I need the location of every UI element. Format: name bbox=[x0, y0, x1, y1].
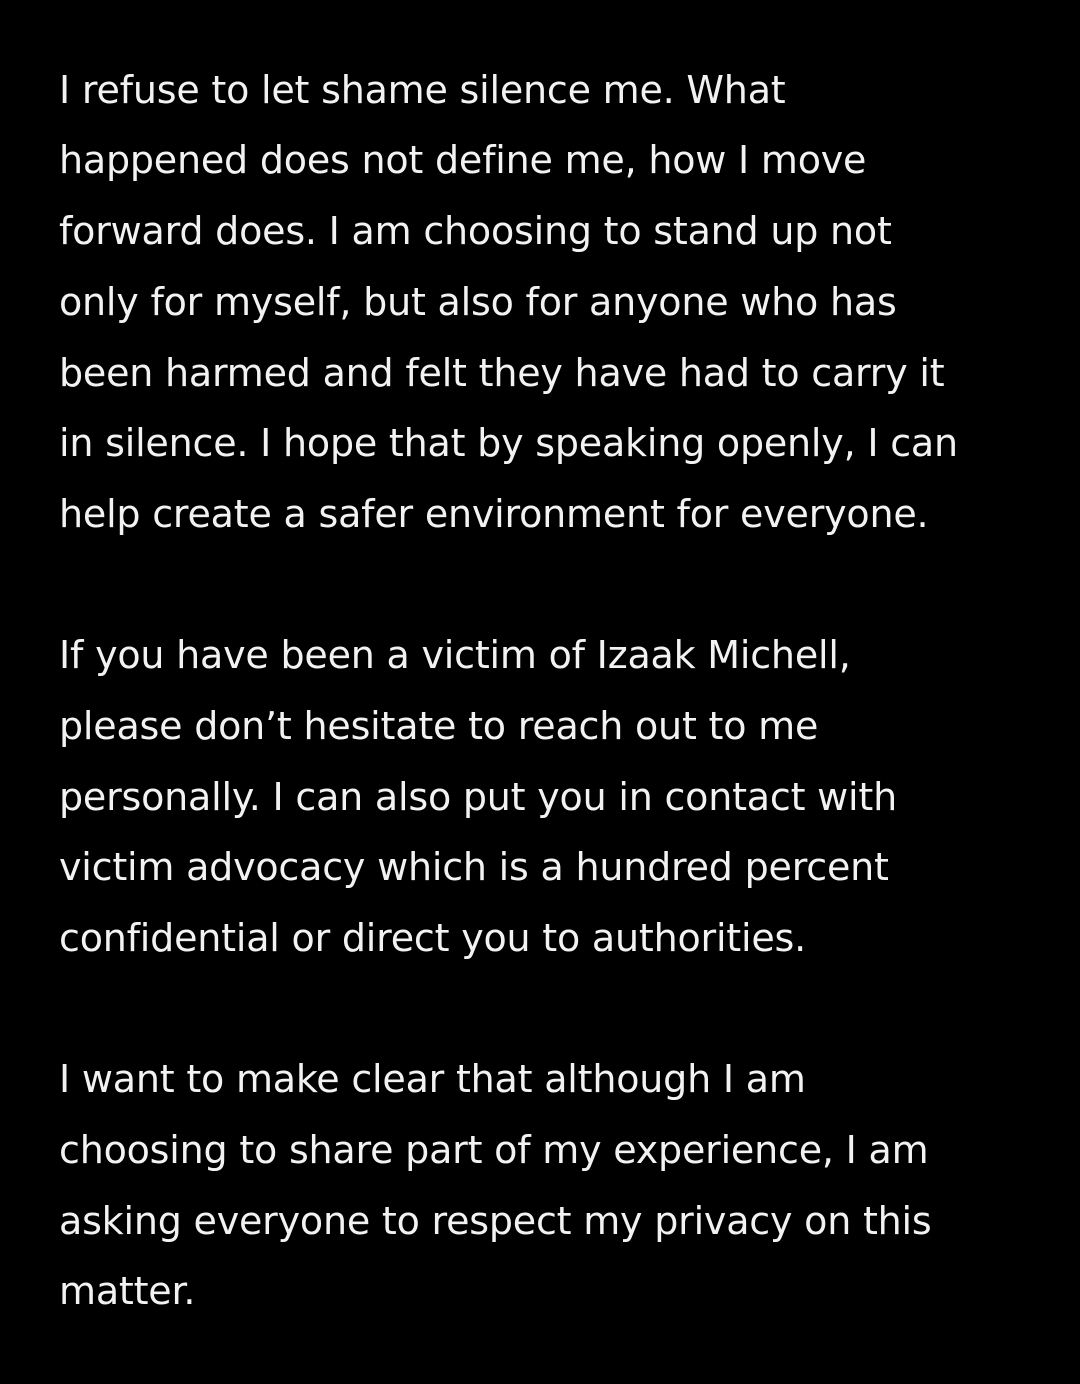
text-line: personally. I can also put you in contact with bbox=[59, 775, 897, 819]
text-line: only for myself, but also for anyone who has bbox=[59, 280, 897, 324]
text-line: been harmed and felt they have had to carry it bbox=[59, 351, 945, 395]
text-line: matter. bbox=[59, 1269, 196, 1313]
text-line: please don’t hesitate to reach out to me bbox=[59, 704, 819, 748]
text-line: in silence. I hope that by speaking openly, I can bbox=[59, 421, 958, 465]
text-line: asking everyone to respect my privacy on this bbox=[59, 1199, 932, 1243]
text-line: If you have been a victim of Izaak Michell, bbox=[59, 633, 851, 677]
text-line: I want to make clear that although I am bbox=[59, 1057, 806, 1101]
text-line: help create a safer environment for everyone. bbox=[59, 492, 929, 536]
text-line: happened does not define me, how I move bbox=[59, 138, 867, 182]
text-line: forward does. I am choosing to stand up not bbox=[59, 209, 892, 253]
text-line: I refuse to let shame silence me. What bbox=[59, 68, 786, 112]
text-line: victim advocacy which is a hundred percent bbox=[59, 845, 889, 889]
text-line: confidential or direct you to authorities. bbox=[59, 916, 807, 960]
text-line: choosing to share part of my experience, I am bbox=[59, 1128, 929, 1172]
